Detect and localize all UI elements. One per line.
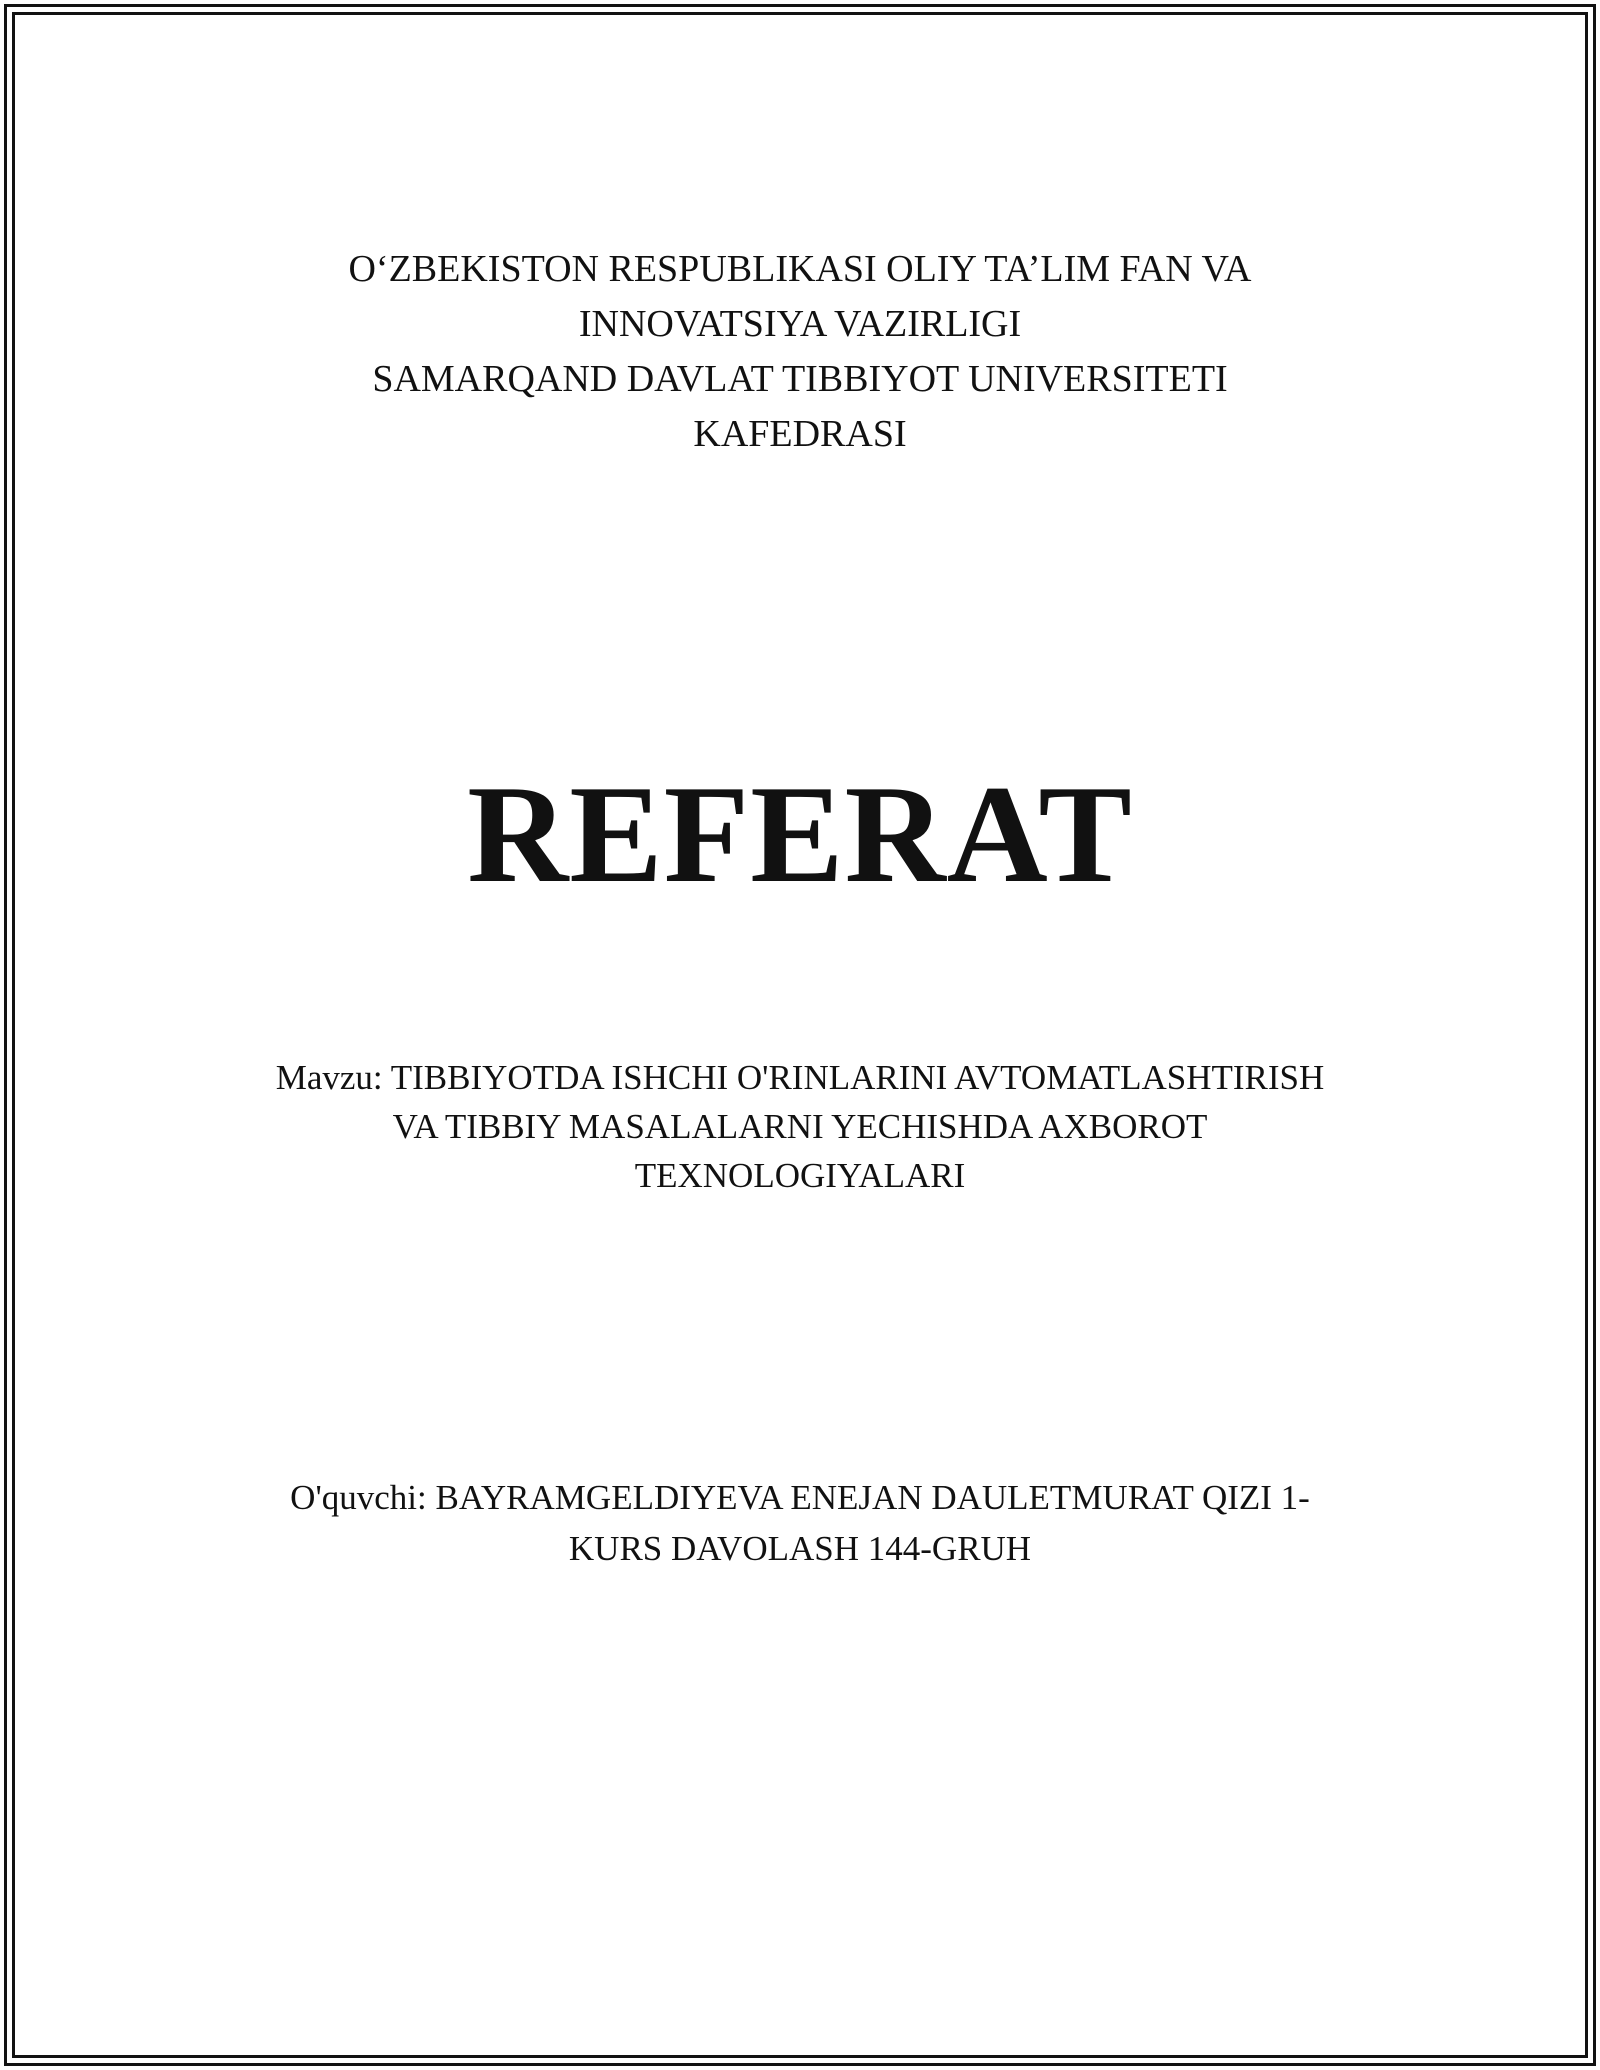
header-line-1: O‘ZBEKISTON RESPUBLIKASI OLIY TA’LIM FAN VA (348, 248, 1252, 290)
document-title: REFERAT (467, 757, 1133, 912)
institution-header (0, 242, 1600, 462)
topic-block (0, 1053, 1600, 1200)
student-line-1: O'quvchi: BAYRAMGELDIYEVA ENEJAN DAULETMURAT QIZI 1- (290, 1478, 1310, 1517)
student-block (0, 1472, 1600, 1574)
header-line-4: KAFEDRASI (693, 413, 907, 455)
header-line-2: INNOVATSIYA VAZIRLIGI (578, 303, 1022, 345)
student-line-2: KURS DAVOLASH 144-GRUH (568, 1529, 1032, 1568)
header-line-3: SAMARQAND DAVLAT TIBBIYOT UNIVERSITETI (372, 358, 1228, 400)
topic-line-1: Mavzu: TIBBIYOTDA ISHCHI O'RINLARINI AVTOMATLASHTIRISH (275, 1058, 1325, 1097)
topic-line-3: TEXNOLOGIYALARI (634, 1156, 966, 1195)
topic-line-2: VA TIBBIY MASALALARNI YECHISHDA AXBOROT (392, 1107, 1208, 1146)
